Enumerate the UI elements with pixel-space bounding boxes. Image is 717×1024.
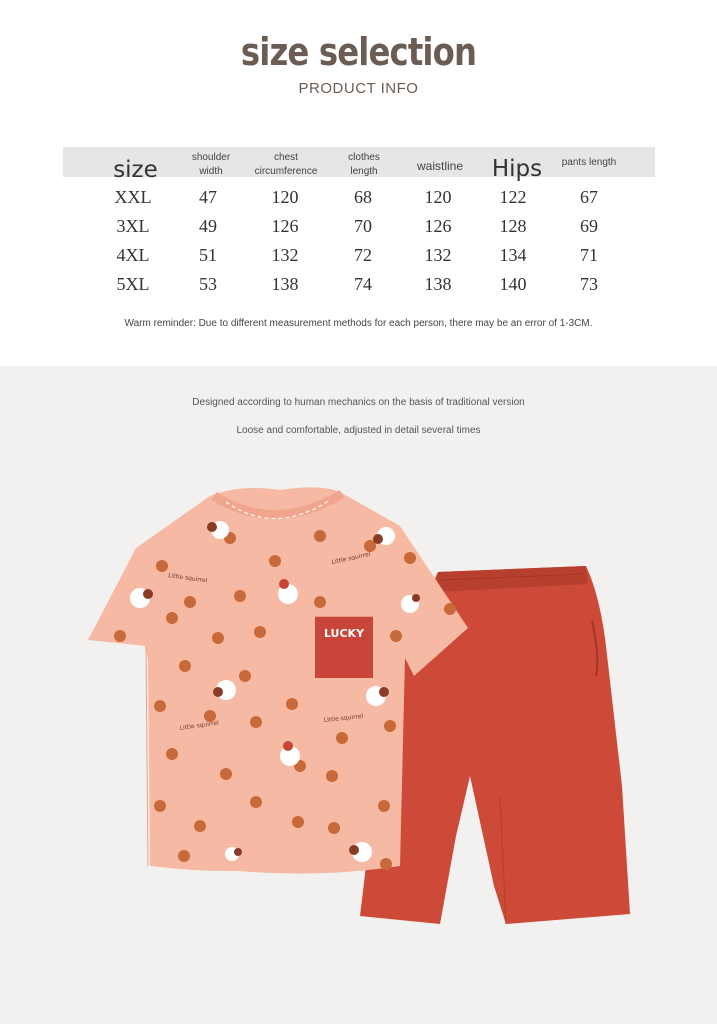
table-cell: 67 bbox=[580, 187, 598, 207]
col-header-size bbox=[108, 155, 163, 186]
table-cell: 69 bbox=[580, 216, 598, 236]
table-cell: 74 bbox=[354, 274, 372, 294]
size-chart-section bbox=[0, 0, 717, 366]
table-cell: 126 bbox=[271, 216, 299, 236]
col-header-hips bbox=[490, 154, 544, 185]
col-header-size-text: size bbox=[113, 157, 158, 183]
page-subtitle: PRODUCT INFO bbox=[298, 80, 419, 97]
table-cell: 51 bbox=[199, 245, 217, 265]
table-cell: 68 bbox=[354, 187, 372, 207]
table-cell: 120 bbox=[424, 187, 452, 207]
table-cell: 138 bbox=[271, 274, 299, 294]
table-cell: 5XL bbox=[116, 274, 150, 294]
col-header-chest bbox=[248, 151, 324, 178]
table-cell: 71 bbox=[580, 245, 598, 265]
col-header-shoulder-width bbox=[183, 151, 239, 178]
table-cell: 3XL bbox=[116, 216, 150, 236]
print-text: Little squirrel bbox=[330, 550, 372, 566]
col-header-line: length bbox=[350, 165, 378, 177]
page-title: size selection bbox=[240, 30, 477, 74]
table-cell: 4XL bbox=[116, 245, 150, 265]
table-cell: 72 bbox=[354, 245, 372, 265]
table-cell: 120 bbox=[271, 187, 299, 207]
col-header-waistline bbox=[405, 158, 475, 174]
col-header-line: shoulder bbox=[191, 152, 231, 163]
table-cell: 122 bbox=[499, 187, 527, 207]
description-line: Designed according to human mechanics on the basis of traditional version bbox=[192, 397, 525, 408]
pocket-text: LUCKY bbox=[323, 627, 365, 640]
col-header-line: Hips bbox=[491, 156, 543, 182]
table-cell: XXL bbox=[114, 187, 152, 207]
col-header-clothes-length bbox=[336, 151, 392, 178]
table-cell: 70 bbox=[354, 216, 372, 236]
col-header-line: chest bbox=[274, 152, 298, 163]
table-cell: 126 bbox=[424, 216, 452, 236]
table-cell: 53 bbox=[199, 274, 217, 294]
table-cell: 128 bbox=[499, 216, 527, 236]
lucky-pocket bbox=[315, 616, 373, 678]
table-cell: 47 bbox=[199, 187, 217, 207]
pajama-set-photo bbox=[0, 366, 717, 1024]
description-line: Loose and comfortable, adjusted in detail several times bbox=[236, 425, 481, 436]
table-cell: 132 bbox=[271, 245, 299, 265]
table-cell: 73 bbox=[580, 274, 598, 294]
print-text: Little squirrel bbox=[167, 572, 208, 585]
table-cell: 140 bbox=[499, 274, 527, 294]
col-header-line: width bbox=[199, 165, 223, 177]
table-cell: 138 bbox=[424, 274, 452, 294]
product-section bbox=[0, 366, 717, 1024]
table-cell: 134 bbox=[499, 245, 527, 265]
table-cell: 49 bbox=[199, 216, 217, 236]
table-cell: 132 bbox=[424, 245, 452, 265]
print-text: Little squirrel bbox=[179, 719, 220, 732]
col-header-line: circumference bbox=[254, 165, 318, 177]
col-header-pants-length bbox=[552, 156, 626, 170]
col-header-line: clothes bbox=[348, 152, 380, 163]
print-text: Little squirrel bbox=[323, 712, 364, 724]
col-header-line: waistline bbox=[416, 159, 464, 173]
warm-reminder: Warm reminder: Due to different measurement methods for each person, there may be an error of 1-3CM. bbox=[124, 318, 593, 329]
col-header-line: pants length bbox=[561, 157, 617, 168]
